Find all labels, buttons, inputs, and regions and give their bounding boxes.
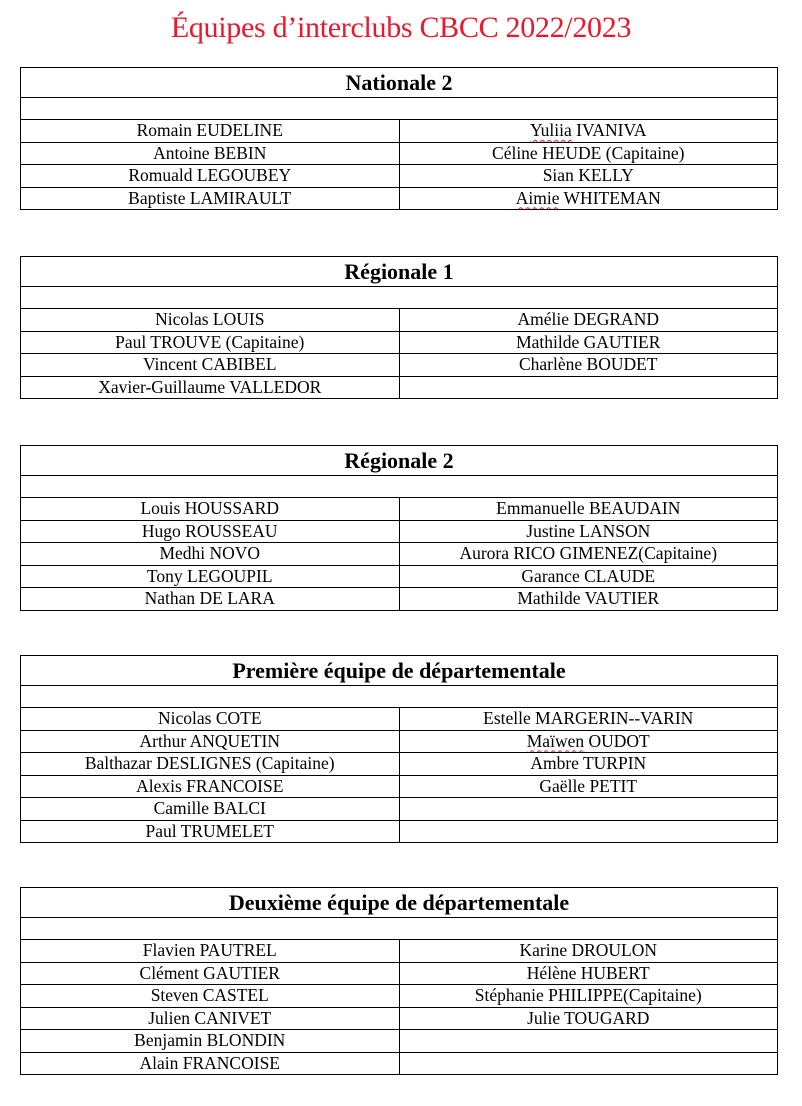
table-row xyxy=(21,498,778,521)
player-men: Baptiste LAMIRAULT xyxy=(21,187,400,210)
table-row xyxy=(21,1007,778,1030)
team-table-4 xyxy=(20,655,778,843)
player-women: Karine DROULON xyxy=(399,940,778,963)
player-women xyxy=(399,1030,778,1053)
player-women xyxy=(399,820,778,843)
table-row xyxy=(21,354,778,377)
table-row xyxy=(21,940,778,963)
player-women: Ambre TURPIN xyxy=(399,753,778,776)
blank-row xyxy=(21,918,778,940)
player-women: Justine LANSON xyxy=(399,520,778,543)
spellcheck-underline: Yuliia xyxy=(529,120,572,140)
player-men: Nathan DE LARA xyxy=(21,588,400,611)
player-women: Céline HEUDE (Capitaine) xyxy=(399,142,778,165)
spellcheck-underline: Aimie xyxy=(515,187,560,208)
page-title: Équipes d’interclubs CBCC 2022/2023 xyxy=(170,11,632,44)
player-men: Tony LEGOUPIL xyxy=(21,565,400,588)
player-men: Balthazar DESLIGNES (Capitaine) xyxy=(21,753,400,776)
table-row xyxy=(21,565,778,588)
player-women: Maïwen OUDOT xyxy=(399,730,778,753)
table-row xyxy=(21,708,778,731)
table-row xyxy=(21,1052,778,1075)
blank-row xyxy=(21,476,778,498)
team-table-2 xyxy=(20,256,778,399)
player-men: Romain EUDELINE xyxy=(21,120,400,143)
player-women: Mathilde GAUTIER xyxy=(399,331,778,354)
player-women: Hélène HUBERT xyxy=(399,962,778,985)
team-name: Deuxième équipe de départementale xyxy=(21,888,778,918)
player-women: Yuliia IVANIVA xyxy=(399,120,778,143)
table-row xyxy=(21,775,778,798)
player-women: Amélie DEGRAND xyxy=(399,309,778,332)
table-row xyxy=(21,962,778,985)
team-table-5 xyxy=(20,887,778,1075)
team-name: Régionale 2 xyxy=(21,446,778,476)
player-women: Emmanuelle BEAUDAIN xyxy=(399,498,778,521)
table-row xyxy=(21,1030,778,1053)
player-women xyxy=(399,798,778,821)
table-row xyxy=(21,520,778,543)
player-women: Sian KELLY xyxy=(399,165,778,188)
player-men: Arthur ANQUETIN xyxy=(21,730,400,753)
player-men: Romuald LEGOUBEY xyxy=(21,165,400,188)
team-name: Régionale 1 xyxy=(21,257,778,287)
player-men: Steven CASTEL xyxy=(21,985,400,1008)
player-women xyxy=(399,1052,778,1075)
player-women: Aurora RICO GIMENEZ(Capitaine) xyxy=(399,543,778,566)
team-table-1 xyxy=(20,67,778,210)
player-men: Alexis FRANCOISE xyxy=(21,775,400,798)
player-men: Vincent CABIBEL xyxy=(21,354,400,377)
player-men: Julien CANIVET xyxy=(21,1007,400,1030)
player-men: Benjamin BLONDIN xyxy=(21,1030,400,1053)
player-men: Medhi NOVO xyxy=(21,543,400,566)
table-row xyxy=(21,120,778,143)
player-women: Julie TOUGARD xyxy=(399,1007,778,1030)
player-men: Nicolas COTE xyxy=(21,708,400,731)
table-row xyxy=(21,588,778,611)
blank-row xyxy=(21,287,778,309)
player-women: Garance CLAUDE xyxy=(399,565,778,588)
player-women: Estelle MARGERIN--VARIN xyxy=(399,708,778,731)
table-row xyxy=(21,331,778,354)
table-row xyxy=(21,820,778,843)
player-men: Louis HOUSSARD xyxy=(21,498,400,521)
player-women: Mathilde VAUTIER xyxy=(399,588,778,611)
player-men: Xavier-Guillaume VALLEDOR xyxy=(21,376,400,399)
table-row xyxy=(21,543,778,566)
player-men: Camille BALCI xyxy=(21,798,400,821)
table-row xyxy=(21,753,778,776)
table-row xyxy=(21,309,778,332)
table-row xyxy=(21,798,778,821)
player-men: Paul TROUVE (Capitaine) xyxy=(21,331,400,354)
blank-row xyxy=(21,98,778,120)
team-name: Nationale 2 xyxy=(21,68,778,98)
player-men: Paul TRUMELET xyxy=(21,820,400,843)
player-men: Flavien PAUTREL xyxy=(21,940,400,963)
player-men: Clément GAUTIER xyxy=(21,962,400,985)
player-men: Antoine BEBIN xyxy=(21,142,400,165)
player-men: Hugo ROUSSEAU xyxy=(21,520,400,543)
player-women xyxy=(399,376,778,399)
player-men: Alain FRANCOISE xyxy=(21,1052,400,1075)
blank-row xyxy=(21,686,778,708)
player-women: Gaëlle PETIT xyxy=(399,775,778,798)
table-row xyxy=(21,165,778,188)
team-table-3 xyxy=(20,445,778,611)
player-women: Stéphanie PHILIPPE(Capitaine) xyxy=(399,985,778,1008)
player-men: Nicolas LOUIS xyxy=(21,309,400,332)
table-row xyxy=(21,985,778,1008)
table-row xyxy=(21,187,778,210)
spellcheck-underline: Maïwen xyxy=(526,730,585,751)
player-women: Charlène BOUDET xyxy=(399,354,778,377)
player-women: Aimie WHITEMAN xyxy=(399,187,778,210)
team-name: Première équipe de départementale xyxy=(21,656,778,686)
table-row xyxy=(21,730,778,753)
table-row xyxy=(21,142,778,165)
table-row xyxy=(21,376,778,399)
